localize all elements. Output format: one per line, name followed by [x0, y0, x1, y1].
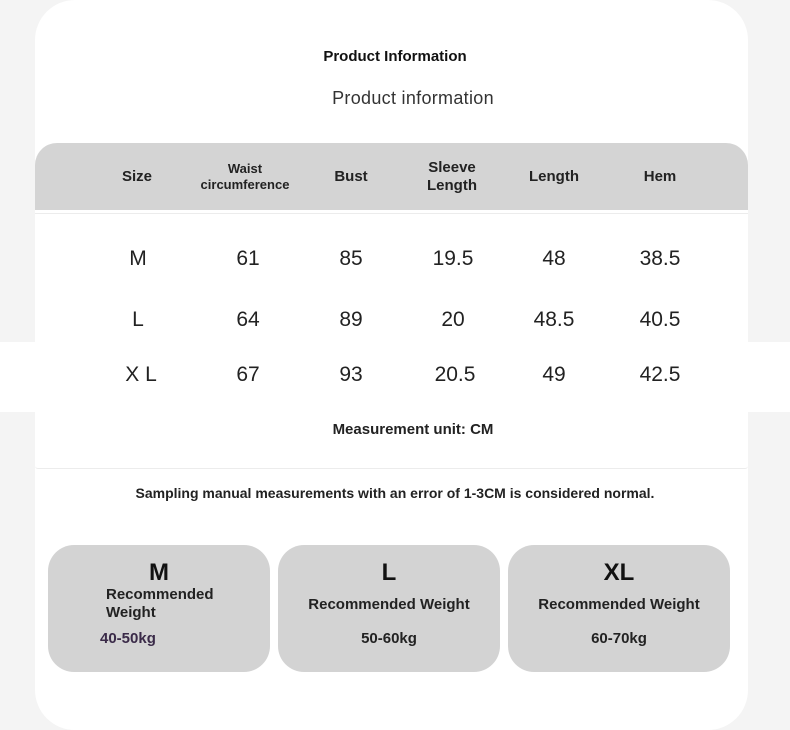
- weight-card-label: Recommended Weight: [308, 596, 470, 613]
- weight-card-size: XL: [603, 559, 635, 586]
- table-cell: 48.5: [533, 308, 575, 331]
- table-cell: X L: [125, 363, 157, 386]
- measurement-unit-note: Measurement unit: CM: [332, 421, 494, 438]
- table-cell: 49: [542, 363, 566, 386]
- header-size: Size: [121, 167, 152, 185]
- table-cell: 64: [236, 308, 260, 331]
- header-hem: Hem: [643, 167, 677, 185]
- weight-card-label: Recommended Weight: [538, 596, 700, 613]
- table-cell: M: [129, 247, 147, 270]
- table-cell: L: [132, 308, 144, 331]
- weight-card-size: M: [149, 559, 169, 586]
- header-length: Length: [529, 167, 579, 185]
- header-sleeve-length: Sleeve Length: [427, 158, 477, 194]
- table-cell: 20: [441, 308, 465, 331]
- header-waist: Waist circumference: [200, 160, 290, 192]
- card-divider: [35, 466, 748, 469]
- table-cell: 20.5: [434, 363, 476, 386]
- table-cell: 48: [542, 247, 566, 270]
- weight-card-range: 40-50kg: [100, 630, 156, 647]
- weight-card-xl: [508, 545, 730, 672]
- table-cell: 19.5: [432, 247, 474, 270]
- table-cell: 93: [339, 363, 363, 386]
- weight-card-label: Recommended Weight: [106, 586, 214, 621]
- weight-card-range: 60-70kg: [591, 630, 647, 647]
- size-table-header: [35, 143, 748, 210]
- weight-card-size: L: [381, 559, 397, 586]
- table-cell: 89: [339, 308, 363, 331]
- page-title: Product Information: [323, 48, 467, 65]
- weight-card-l: [278, 545, 500, 672]
- weight-card-range: 50-60kg: [361, 630, 417, 647]
- page-subtitle: Product information: [332, 88, 494, 108]
- table-cell: 42.5: [639, 363, 681, 386]
- weight-card-m: [48, 545, 270, 672]
- header-divider: [35, 213, 748, 214]
- table-cell: 67: [236, 363, 260, 386]
- table-cell: 38.5: [639, 247, 681, 270]
- table-cell: 85: [339, 247, 363, 270]
- table-cell: 61: [236, 247, 260, 270]
- table-cell: 40.5: [639, 308, 681, 331]
- measurement-error-note: Sampling manual measurements with an error of 1-3CM is considered normal.: [135, 485, 655, 501]
- header-bust: Bust: [334, 167, 368, 185]
